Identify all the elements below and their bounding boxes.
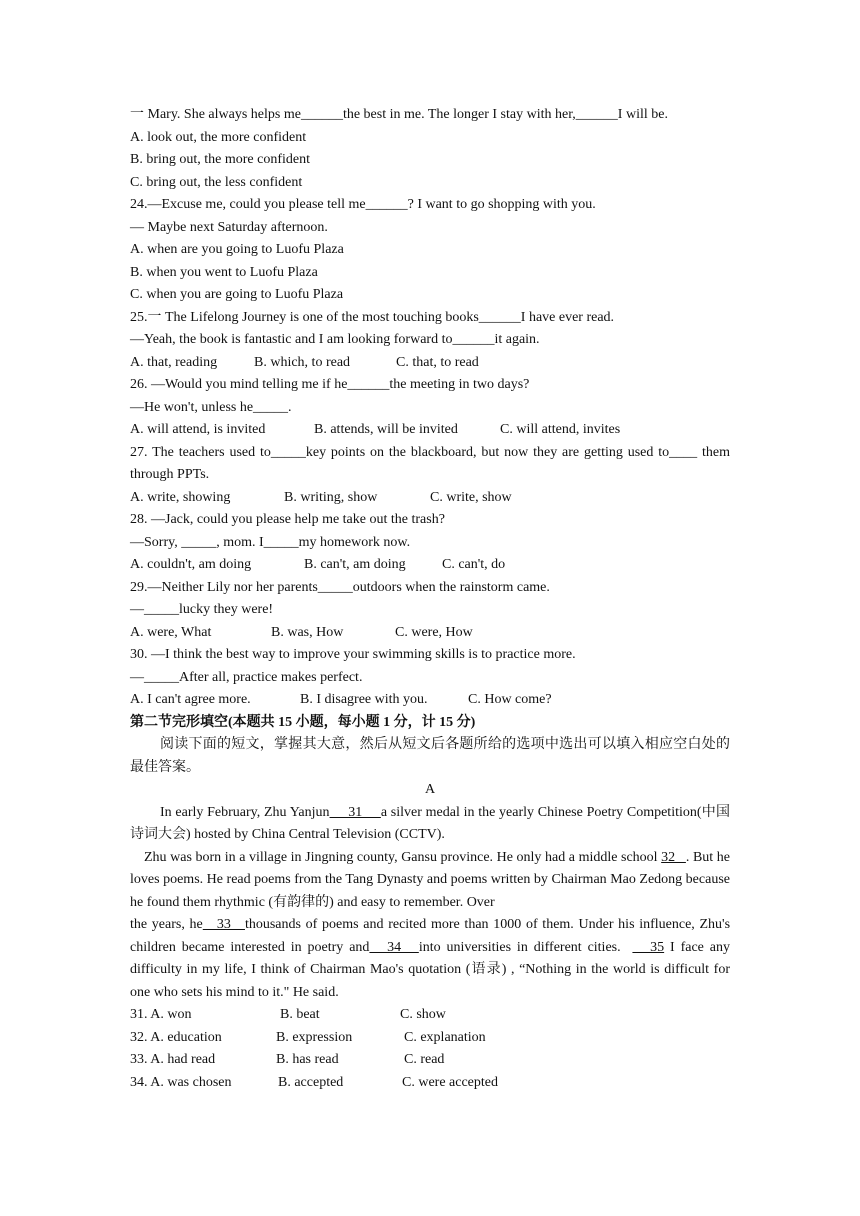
q28-option-b: B. can't, am doing: [304, 557, 406, 572]
p3-text-end: I face any difficulty in my life, I think of Chairman Mao's quotation (语录) , “Nothing in the world is difficult for one who sets his mind to it." He said.: [130, 939, 731, 1000]
q27-option-a: A. write, showing: [130, 489, 231, 505]
q32-option-c: C. explanation: [404, 1029, 486, 1045]
q24-option-b: B. when you went to Luofu Plaza: [130, 264, 318, 280]
q29-option-c: C. were, How: [395, 624, 473, 640]
p1-text-after: a silver medal in the yearly Chinese Poetry Competition(中国诗词大会) hosted by China Central Television (CCTV).: [130, 804, 730, 842]
q28-reply: —Sorry, _____, mom. I_____my homework now.: [130, 534, 411, 550]
q31-option-a: 31. A. won: [130, 1007, 192, 1022]
passage-paragraph-2: [130, 847, 730, 915]
q25-options: [130, 352, 730, 375]
q30-reply: —_____After all, practice makes perfect.: [130, 669, 363, 685]
q32-options: [130, 1027, 730, 1050]
passage-paragraph-1: [130, 802, 730, 847]
q32-option-b: B. expression: [276, 1029, 353, 1045]
blank-34: 34: [369, 939, 419, 955]
q34-option-a: 34. A. was chosen: [130, 1074, 232, 1090]
q34-option-c: C. were accepted: [402, 1074, 498, 1090]
q33-options: [130, 1049, 730, 1072]
q23-option-b: B. bring out, the more confident: [130, 152, 311, 167]
q23-stem: 一 Mary. She always helps me______the best in me. The longer I stay with her,______I will be.: [130, 107, 668, 122]
q24-option-a: A. when are you going to Luofu Plaza: [130, 242, 344, 257]
blank-33: 33: [202, 917, 245, 932]
p3-text-start: the years, he: [130, 917, 203, 932]
q32-option-a: 32. A. education: [130, 1029, 222, 1045]
q26-reply: —He won't, unless he_____.: [130, 399, 292, 415]
q33-option-a: 33. A. had read: [130, 1052, 216, 1067]
q28-options: [130, 554, 730, 577]
blank-31: 31: [329, 804, 381, 820]
blank-35: 35: [632, 939, 665, 955]
p2-text-start: Zhu was born in a village in Jingning county, Gansu province. He only had a middle school: [144, 849, 662, 865]
q25-option-c: C. that, to read: [396, 354, 479, 370]
p3-text-mid2: into universities in different cities.: [418, 939, 633, 955]
q30-options: [130, 689, 730, 712]
q25-option-a: A. that, reading: [130, 354, 218, 370]
q27-option-b: B. writing, show: [284, 489, 378, 505]
q29-option-a: A. were, What: [130, 624, 212, 640]
q27-options: [130, 487, 730, 510]
q33-option-c: C. read: [404, 1052, 445, 1067]
q24-reply: — Maybe next Saturday afternoon.: [130, 219, 328, 235]
q28-stem: 28. —Jack, could you please help me take out the trash?: [130, 512, 445, 527]
section2-heading: 第二节完形填空(本题共 15 小题，每小题 1 分，计 15 分): [130, 714, 476, 730]
q23-option-a: A. look out, the more confident: [130, 129, 307, 145]
exam-page: [130, 104, 730, 1094]
q31-option-b: B. beat: [280, 1007, 320, 1022]
q30-option-a: A. I can't agree more.: [130, 692, 251, 707]
p1-text-before: In early February, Zhu Yanjun: [160, 804, 330, 820]
passage-label: A: [424, 782, 436, 797]
q33-option-b: B. has read: [276, 1052, 339, 1067]
q30-option-c: C. How come?: [468, 692, 552, 707]
q26-options: [130, 419, 730, 442]
q25-stem: 25.一 The Lifelong Journey is one of the most touching books______I have ever read.: [130, 309, 615, 325]
q24-stem: 24.—Excuse me, could you please tell me______? I want to go shopping with you.: [130, 197, 596, 212]
q24-option-c: C. when you are going to Luofu Plaza: [130, 287, 344, 302]
q27-stem: 27. The teachers used to_____key points on the blackboard, but now they are getting used to____ them through PPTs.: [130, 444, 730, 482]
q29-options: [130, 622, 730, 645]
passage-paragraph-3: [130, 914, 730, 1004]
q25-reply: —Yeah, the book is fantastic and I am looking forward to______it again.: [130, 332, 540, 347]
q23-option-c: C. bring out, the less confident: [130, 174, 303, 190]
q34-options: [130, 1072, 730, 1095]
q31-options: [130, 1004, 730, 1027]
q28-option-c: C. can't, do: [442, 557, 506, 572]
q29-reply: —_____lucky they were!: [130, 602, 274, 617]
q26-option-b: B. attends, will be invited: [314, 422, 458, 437]
q30-stem: 30. —I think the best way to improve your swimming skills is to practice more.: [130, 647, 576, 662]
p3-text-mid: thousands of poems and recited more than 1000 of them. Under his influence, Zhu's children became interested in poetry and: [130, 917, 731, 955]
q26-stem: 26. —Would you mind telling me if he______the meeting in two days?: [130, 377, 530, 392]
q28-option-a: A. couldn't, am doing: [130, 557, 252, 572]
q26-option-a: A. will attend, is invited: [130, 422, 266, 437]
p2-text-mid: . But he loves poems. He read poems from the Tang Dynasty and poems written by Chairman Mao Zedong because he found them rhythmic (有韵律的) and easy to remember. Over: [130, 849, 730, 910]
q29-stem: 29.—Neither Lily nor her parents_____outdoors when the rainstorm came.: [130, 579, 550, 595]
section2-instructions: 阅读下面的短文，掌握其大意，然后从短文后各题所给的选项中选出可以填入相应空白处的最佳答案。: [130, 737, 730, 775]
q31-option-c: C. show: [400, 1007, 446, 1022]
q25-option-b: B. which, to read: [254, 354, 351, 370]
blank-32: 32: [661, 849, 686, 865]
q26-option-c: C. will attend, invites: [500, 422, 621, 437]
q34-option-b: B. accepted: [278, 1074, 344, 1090]
q30-option-b: B. I disagree with you.: [300, 692, 428, 707]
q29-option-b: B. was, How: [271, 624, 344, 640]
q27-option-c: C. write, show: [430, 489, 512, 505]
